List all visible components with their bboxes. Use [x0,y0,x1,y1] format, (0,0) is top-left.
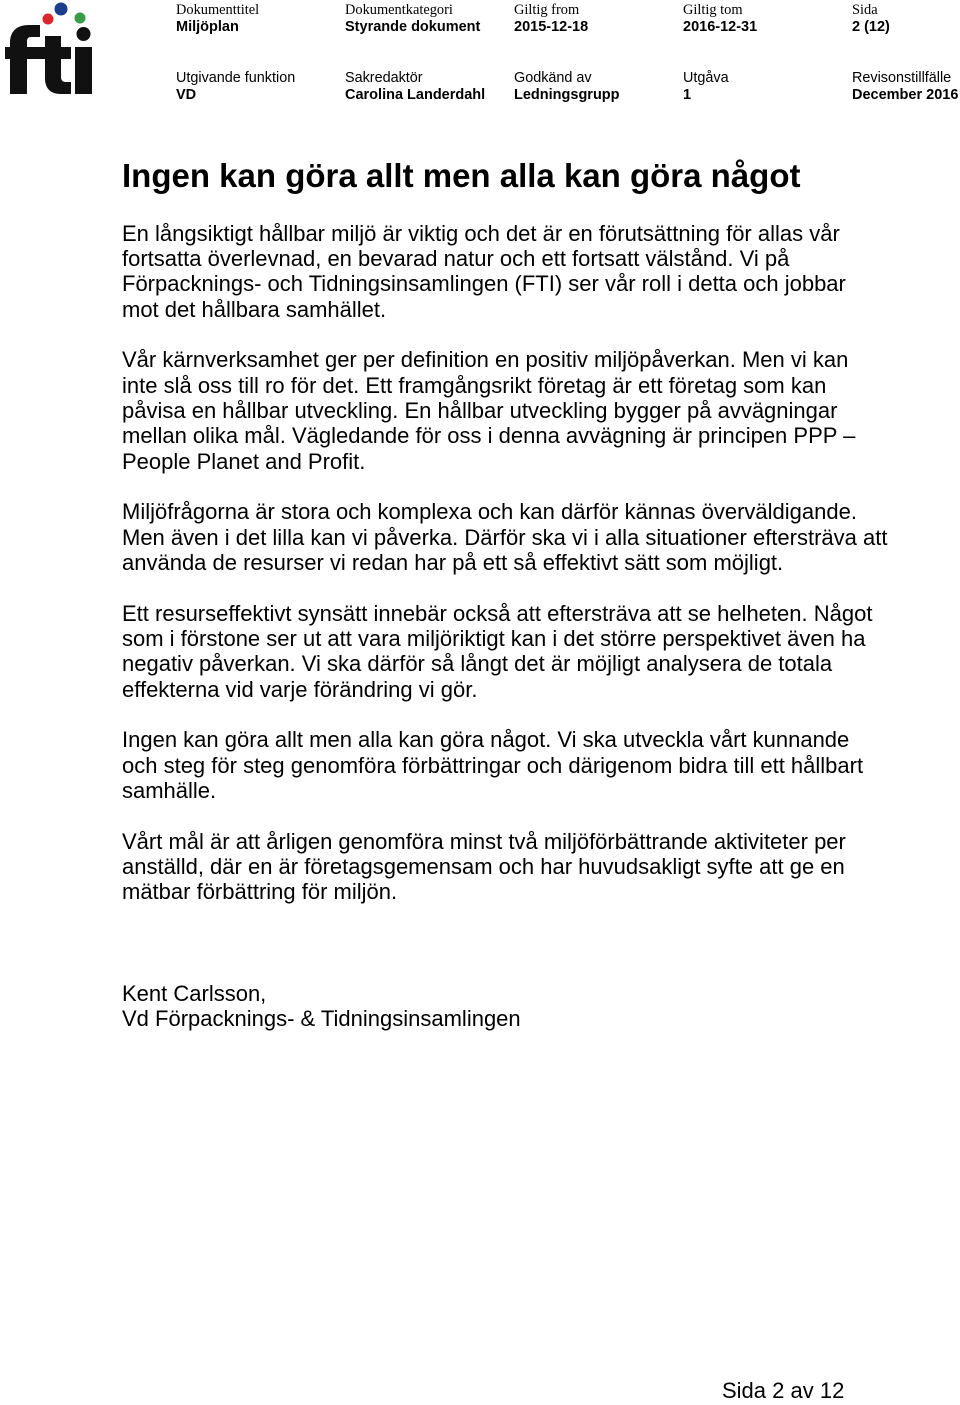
paragraph [122,499,902,575]
field-label: Sida [852,2,878,18]
logo-letter-f [10,25,40,94]
field-label: Dokumentkategori [345,2,453,18]
text-line: Vårt mål är att årligen genomföra minst två miljöförbättrande aktiviteter per [122,828,846,854]
field-label: Giltig tom [683,2,743,18]
field-label: Revisonstillfälle [852,70,952,86]
paragraph [122,829,902,905]
header-field-valid-from [514,2,683,36]
document-header-row [176,2,959,36]
page-number-footer: Sida 2 av 12 [722,1378,845,1403]
text-line: effekterna vid varje förändring vi gör. [122,676,478,702]
logo-dot-blue [55,3,68,16]
text-line: En långsiktigt hållbar miljö är viktig och det är en förutsättning för allas vår [122,220,840,246]
logo-letter-t-crossbar [40,47,71,59]
field-label: Sakredaktör [345,70,423,86]
field-value: 2016-12-31 [683,19,758,35]
logo-letter-f-crossbar [5,47,40,59]
text-line: Men även i det lilla kan vi påverka. Därför ska vi i alla situationer eftersträva att [122,524,888,550]
text-line: samhälle. [122,778,217,804]
signature-name: Kent Carlsson, [122,980,267,1006]
paragraph [122,347,902,474]
text-line: mellan olika mål. Vägledande för oss i denna avvägning är principen PPP – [122,423,856,449]
page-title: Ingen kan göra allt men alla kan göra något [122,157,801,194]
logo-letter-i-dot [77,27,91,41]
text-line: mot det hållbara samhället. [122,296,387,322]
paragraph [122,221,902,322]
header-field-approved-by [514,70,683,104]
header-field-revision [852,70,959,104]
text-line: Vår kärnverksamhet ger per definition en positiv miljöpåverkan. Men vi kan [122,347,849,373]
field-label: Godkänd av [514,70,592,86]
text-line: Ett resurseffektivt synsätt innebär också att eftersträva att se helheten. Något [122,600,873,626]
text-line: påvisa en hållbar utveckling. En hållbar utveckling bygger på avvägningar [122,397,838,423]
text-line: inte slå oss till ro för det. Ett framgångsrikt företag är ett företag som kan [122,372,827,398]
header-field-page [852,2,959,36]
field-value: 2 (12) [852,19,890,35]
field-value: Styrande dokument [345,19,481,35]
header-field-edition [683,70,852,104]
field-label: Giltig from [514,2,580,18]
signature-title: Vd Förpacknings- & Tidningsinsamlingen [122,1006,521,1032]
field-value: Miljöplan [176,19,239,35]
fti-logo [3,1,93,96]
logo-lettering [5,25,92,94]
text-line: och steg för steg genomföra förbättringar och därigenom bidra till ett hållbart [122,752,864,778]
text-line: Miljöfrågorna är stora och komplexa och kan därför kännas överväldigande. [122,499,857,525]
text-line: använda de resurser vi redan har på ett så effektivt sätt som möjligt. [122,549,784,575]
text-line: Förpacknings- och Tidningsinsamlingen (FTI) ser vår roll i detta och jobbar [122,271,846,297]
text-line: negativ påverkan. Vi ska därför så långt det är möjligt analysera de totala [122,651,833,677]
paragraph [122,601,902,702]
field-value: Carolina Landerdahl [345,87,486,103]
document-header-row [176,70,959,104]
field-value: 1 [683,87,692,103]
header-field-valid-to [683,2,852,36]
header-field-document-category [345,2,514,36]
field-label: Utgåva [683,70,729,86]
body-content [122,221,902,1032]
header-field-issuing-function [176,70,345,104]
field-value: Ledningsgrupp [514,87,620,103]
field-label: Utgivande funktion [176,70,296,86]
text-line: fortsatta överlevnad, en bevarad natur och ett fortsatt välstånd. Vi på [122,245,790,271]
logo-dot-red [43,14,54,25]
header-field-document-title [176,2,345,36]
logo-dot-green [75,13,86,24]
paragraph [122,727,902,803]
text-line: Ingen kan göra allt men alla kan göra något. Vi ska utveckla vårt kunnande [122,727,850,753]
field-label: Dokumenttitel [176,2,260,18]
logo-letter-t [45,36,71,94]
field-value: 2015-12-18 [514,19,589,35]
logo-letter-i [75,47,92,94]
text-line: som i förstone ser ut att vara miljöriktigt kan i det större perspektivet även ha [122,626,866,651]
field-value: VD [176,87,197,103]
text-line: anställd, där en är företagsgemensam och har huvudsakligt syfte att ge en [122,854,845,880]
signature [122,981,902,1032]
text-line: People Planet and Profit. [122,448,366,474]
text-line: mätbar förbättring för miljön. [122,879,398,905]
field-value: December 2016 [852,87,959,103]
header-field-editor [345,70,514,104]
